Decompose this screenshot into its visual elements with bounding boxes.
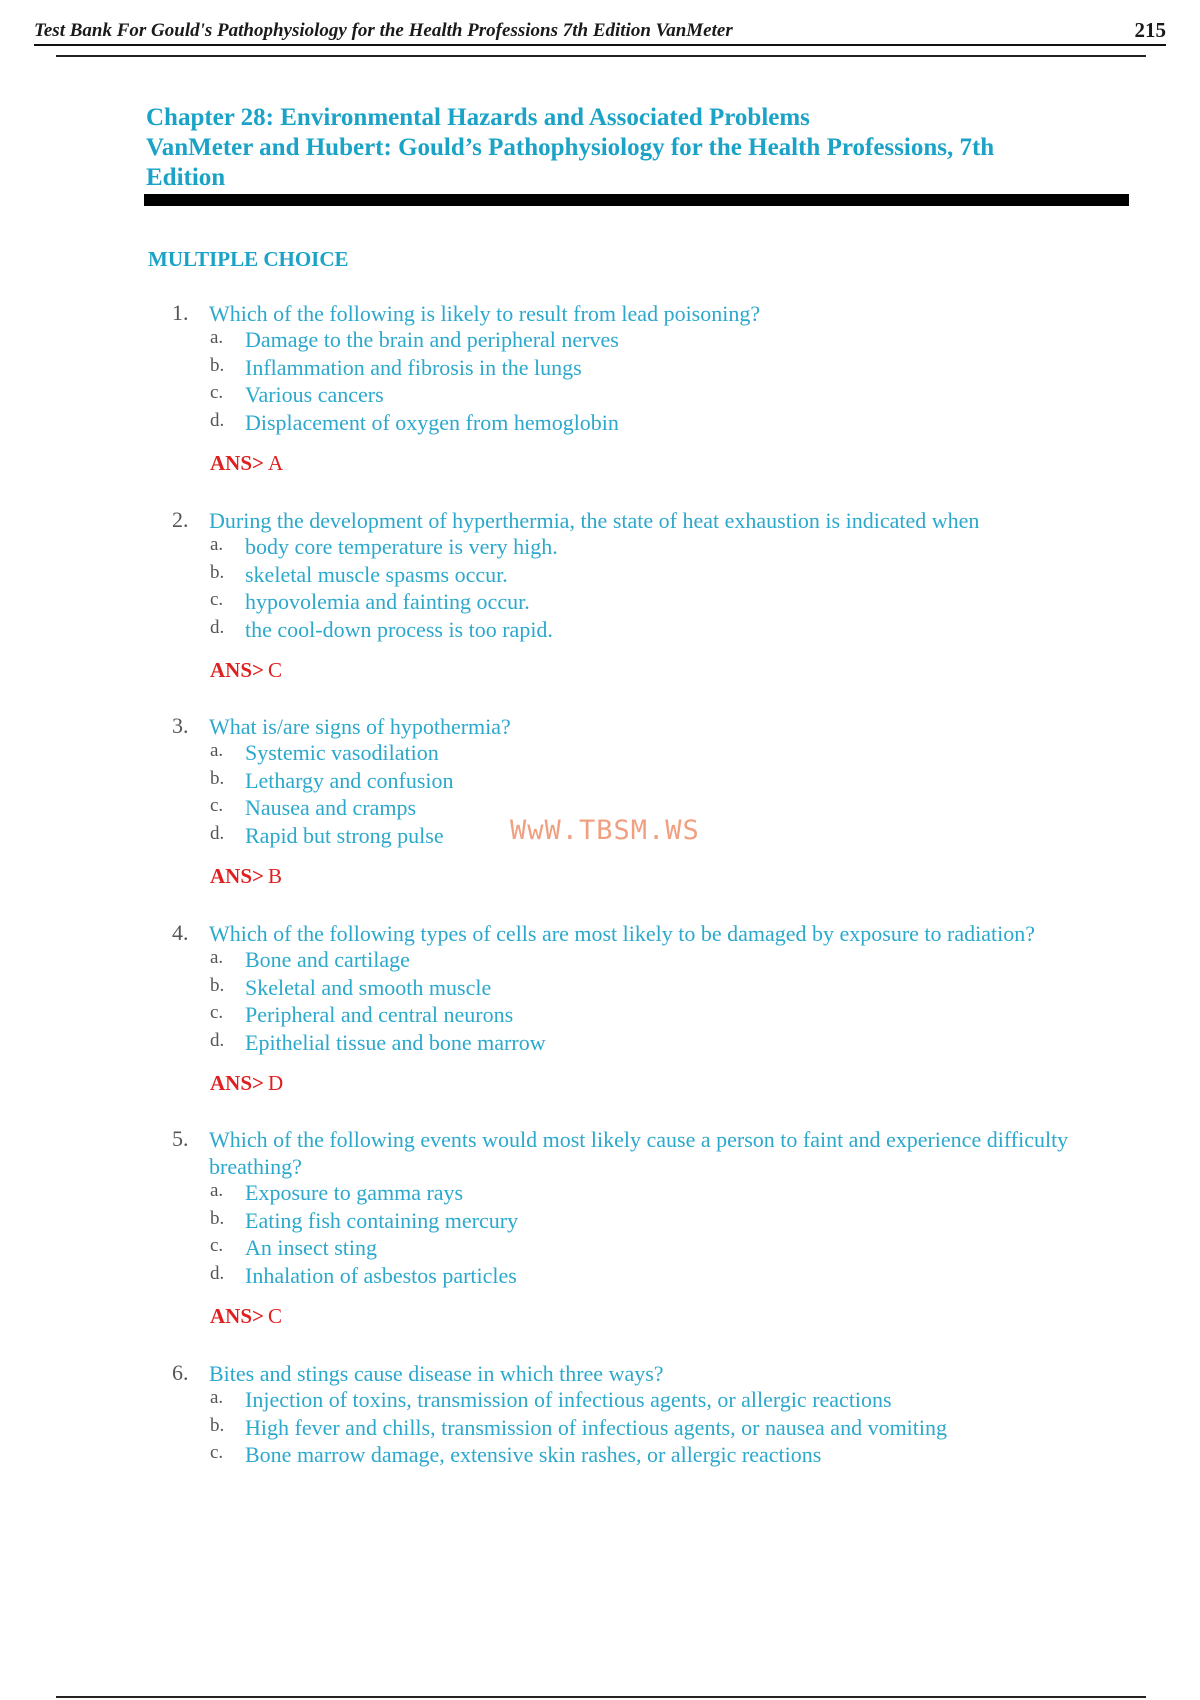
question-number: 2. — [172, 507, 189, 532]
option-letter: a. — [210, 1180, 224, 1201]
option-text: Inhalation of asbestos particles — [245, 1262, 517, 1288]
question-stem: Which of the following is likely to result from lead poisoning? — [209, 301, 761, 326]
title-divider-bar — [144, 194, 1129, 206]
answer-value: D — [267, 1071, 284, 1095]
option-a — [0, 534, 1200, 561]
question-stem: Which of the following types of cells are most likely to be damaged by exposure to radiation? — [209, 921, 1035, 946]
answer-key — [210, 451, 283, 476]
answer-key — [210, 658, 282, 683]
running-title: Test Bank For Gould's Pathophysiology for the Health Professions 7th Edition VanMeter — [34, 20, 733, 41]
answer-label: ANS> — [210, 1071, 264, 1095]
option-b — [0, 1208, 1200, 1235]
question-number: 3. — [172, 713, 189, 738]
option-b — [0, 768, 1200, 795]
option-text: Peripheral and central neurons — [245, 1002, 514, 1027]
watermark: WwW.TBSM.WS — [510, 815, 700, 846]
option-c — [0, 1442, 1200, 1469]
answer-key — [210, 864, 282, 889]
option-text: Damage to the brain and peripheral nerves — [245, 327, 619, 352]
option-a — [0, 1180, 1200, 1207]
option-text: High fever and chills, transmission of infectious agents, or nausea and vomiting — [245, 1414, 948, 1440]
option-d — [0, 410, 1200, 437]
option-letter: c. — [210, 1002, 224, 1023]
option-letter: c. — [210, 1442, 224, 1463]
option-text: skeletal muscle spasms occur. — [245, 561, 508, 587]
answer-value: B — [267, 864, 282, 888]
option-letter: d. — [210, 409, 225, 431]
answer-value: C — [267, 658, 282, 682]
option-a — [0, 740, 1200, 767]
option-a — [0, 947, 1200, 974]
chapter-title-line-1: Chapter 28: Environmental Hazards and Associated Problems — [146, 104, 810, 131]
chapter-title-line-3: Edition — [146, 164, 226, 191]
option-letter: b. — [210, 354, 225, 376]
option-text: Rapid but strong pulse — [245, 822, 444, 848]
option-text: Eating fish containing mercury — [245, 1207, 519, 1233]
option-text: Epithelial tissue and bone marrow — [245, 1029, 546, 1055]
option-c — [0, 589, 1200, 616]
option-letter: b. — [210, 1207, 225, 1229]
option-letter: d. — [210, 616, 225, 638]
option-letter: c. — [210, 589, 224, 610]
question-stem: Which of the following events would most likely cause a person to faint and experience difficulty breathing? — [209, 1127, 1069, 1179]
answer-value: C — [267, 1304, 282, 1328]
option-c — [0, 382, 1200, 409]
option-text: Various cancers — [245, 382, 384, 407]
option-b — [0, 1415, 1200, 1442]
answer-label: ANS> — [210, 451, 264, 475]
question-stem: What is/are signs of hypothermia? — [209, 714, 511, 739]
option-text: Nausea and cramps — [245, 795, 417, 820]
question-number: 1. — [172, 300, 189, 325]
option-text: body core temperature is very high. — [245, 534, 558, 559]
option-text: Exposure to gamma rays — [245, 1180, 464, 1205]
option-text: Systemic vasodilation — [245, 740, 439, 765]
option-d — [0, 1030, 1200, 1057]
option-text: Bone marrow damage, extensive skin rashes, or allergic reactions — [245, 1442, 822, 1467]
option-c — [0, 1002, 1200, 1029]
question-number: 5. — [172, 1126, 189, 1151]
option-letter: a. — [210, 327, 224, 348]
option-a — [0, 327, 1200, 354]
option-text: An insect sting — [245, 1235, 377, 1260]
footer-divider — [56, 1696, 1146, 1698]
option-letter: a. — [210, 1387, 224, 1408]
option-letter: a. — [210, 534, 224, 555]
option-b — [0, 562, 1200, 589]
option-text: Lethargy and confusion — [245, 767, 454, 793]
option-a — [0, 1387, 1200, 1414]
question-stem: Bites and stings cause disease in which three ways? — [209, 1361, 664, 1386]
option-text: Displacement of oxygen from hemoglobin — [245, 409, 619, 435]
option-text: the cool-down process is too rapid. — [245, 616, 553, 642]
option-letter: b. — [210, 561, 225, 583]
answer-key — [210, 1071, 283, 1096]
option-text: hypovolemia and fainting occur. — [245, 589, 530, 614]
option-letter: c. — [210, 1235, 224, 1256]
option-letter: b. — [210, 767, 225, 789]
option-text: Skeletal and smooth muscle — [245, 974, 492, 1000]
option-d — [0, 1263, 1200, 1290]
option-text: Inflammation and fibrosis in the lungs — [245, 354, 582, 380]
option-c — [0, 1235, 1200, 1262]
option-text: Injection of toxins, transmission of infectious agents, or allergic reactions — [245, 1387, 892, 1412]
option-letter: a. — [210, 947, 224, 968]
option-letter: d. — [210, 822, 225, 844]
question-number: 4. — [172, 920, 189, 945]
option-d — [0, 617, 1200, 644]
answer-label: ANS> — [210, 864, 264, 888]
option-letter: a. — [210, 740, 224, 761]
option-text: Bone and cartilage — [245, 947, 410, 972]
option-b — [0, 975, 1200, 1002]
answer-key — [210, 1304, 282, 1329]
chapter-title — [146, 103, 1126, 193]
option-letter: d. — [210, 1262, 225, 1284]
chapter-title-line-2: VanMeter and Hubert: Gould’s Pathophysiology for the Health Professions, 7th — [146, 134, 995, 161]
section-heading: MULTIPLE CHOICE — [148, 247, 349, 271]
running-header — [34, 14, 1166, 46]
option-letter: d. — [210, 1029, 225, 1051]
question-number: 6. — [172, 1360, 189, 1385]
option-letter: b. — [210, 974, 225, 996]
option-letter: c. — [210, 382, 224, 403]
page-number: 215 — [1134, 18, 1166, 42]
header-divider — [56, 55, 1146, 57]
question-stem: During the development of hyperthermia, the state of heat exhaustion is indicated when — [209, 508, 980, 533]
answer-value: A — [267, 451, 284, 475]
option-b — [0, 355, 1200, 382]
option-letter: c. — [210, 795, 224, 816]
answer-label: ANS> — [210, 1304, 264, 1328]
answer-label: ANS> — [210, 658, 264, 682]
option-letter: b. — [210, 1414, 225, 1436]
